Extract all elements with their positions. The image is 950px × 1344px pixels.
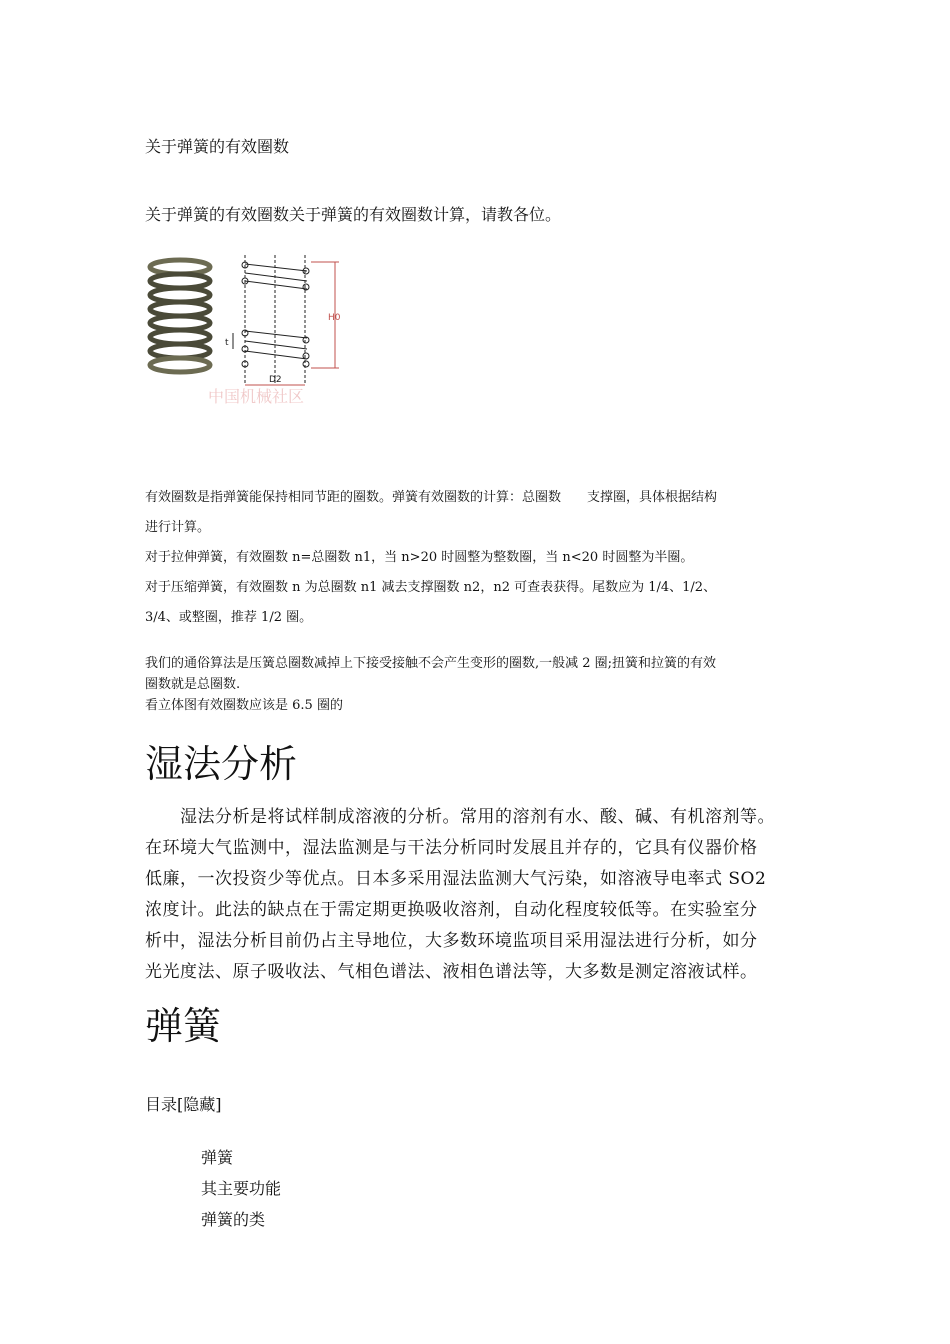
- question-text: 关于弹簧的有效圈数关于弹簧的有效圈数计算，请教各位。: [145, 205, 562, 224]
- comment-block: [145, 653, 716, 716]
- toc-item[interactable]: 其主要功能: [201, 1179, 282, 1198]
- answer-line: 对于压缩弹簧，有效圈数 n 为总圈数 n1 减去支撑圈数 n2，n2 可查表获得。尾数应为 1/4、1/2、: [145, 580, 717, 595]
- paragraph-line: 在环境大气监测中，湿法监测是与干法分析同时发展且并存的，它具有仪器价格: [145, 838, 758, 858]
- watermark-text: 中国机械社区: [208, 387, 305, 406]
- spring-section-drawing: [233, 255, 309, 385]
- section-heading-wet-analysis: 湿法分析: [145, 742, 298, 786]
- spring-figure: [145, 250, 345, 410]
- section-heading-spring: 弹簧: [145, 1004, 222, 1048]
- figure-label-h0: H0: [328, 313, 341, 323]
- paragraph-line: 低廉，一次投资少等优点。日本多采用湿法监测大气污染，如溶液导电率式 SO2: [145, 869, 767, 889]
- coil-spring-illustration: [150, 260, 210, 372]
- paragraph-line: 析中，湿法分析目前仍占主导地位，大多数环境监项目采用湿法进行分析，如分: [145, 931, 758, 951]
- answer-line: 有效圈数是指弹簧能保持相同节距的圈数。弹簧有效圈数的计算：总圈数 支撑圈，具体根据结构: [145, 490, 718, 505]
- paragraph-line: 湿法分析是将试样制成溶液的分析。常用的溶剂有水、酸、碱、有机溶剂等。: [145, 807, 775, 827]
- comment-line: 看立体图有效圈数应该是 6.5 圈的: [145, 698, 343, 713]
- answer-line: 3/4、或整圈，推荐 1/2 圈。: [145, 610, 313, 625]
- comment-line: 我们的通俗算法是压簧总圈数减掉上下接受接触不会产生变形的圈数,一般减 2 圈;扭簧和拉簧的有效: [145, 656, 717, 671]
- answer-line: 进行计算。: [145, 520, 211, 535]
- paragraph-line: 浓度计。此法的缺点在于需定期更换吸收溶剂，自动化程度较低等。在实验室分: [145, 900, 758, 920]
- toc-item[interactable]: 弹簧: [201, 1148, 234, 1167]
- toc-item[interactable]: 弹簧的类: [201, 1210, 266, 1229]
- paragraph-line: 光光度法、原子吸收法、气相色谱法、液相色谱法等，大多数是测定溶液试样。: [145, 962, 758, 982]
- wet-analysis-paragraph: [145, 802, 775, 988]
- page-title: 关于弹簧的有效圈数: [145, 137, 290, 156]
- toc-label[interactable]: 目录[隐藏]: [145, 1095, 222, 1114]
- answer-block: [145, 483, 717, 633]
- dimension-lines: [245, 262, 339, 385]
- comment-line: 圈数就是总圈数.: [145, 677, 241, 692]
- answer-line: 对于拉伸弹簧，有效圈数 n=总圈数 n1，当 n>20 时圆整为整数圈，当 n<20 时圆整为半圈。: [145, 550, 694, 565]
- figure-label-t: t: [225, 338, 229, 348]
- figure-label-d2: D2: [269, 375, 282, 385]
